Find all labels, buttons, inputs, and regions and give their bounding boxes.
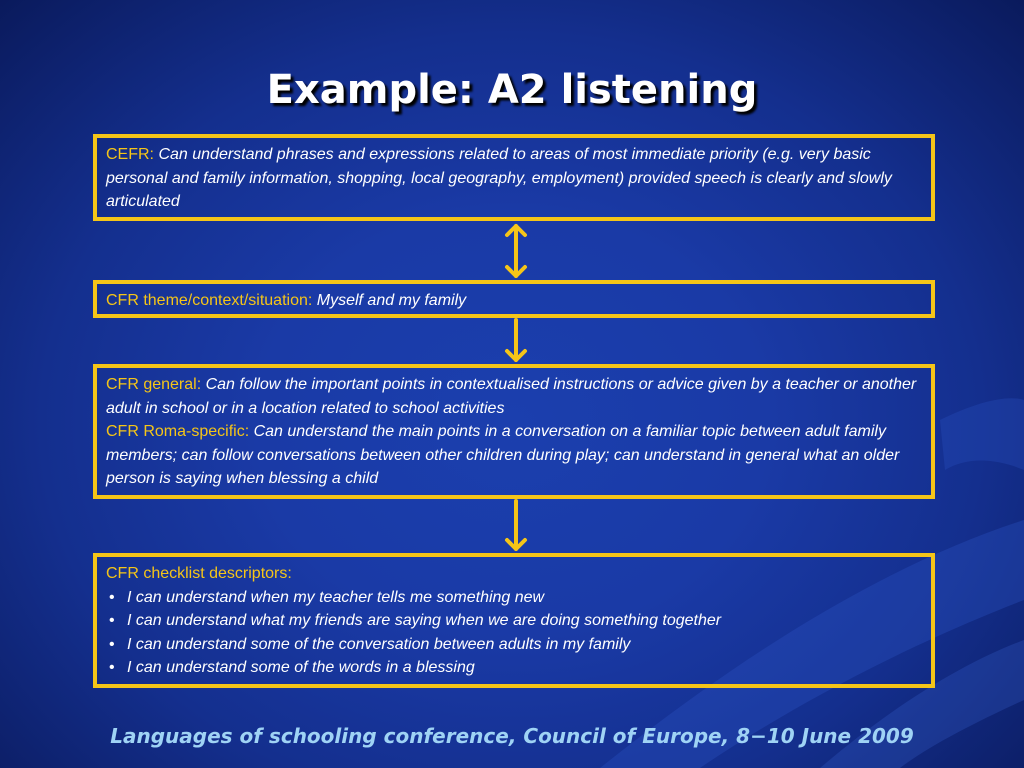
- bullet-icon: •: [109, 635, 115, 653]
- list-item: [106, 633, 921, 657]
- bullet-icon: •: [109, 588, 115, 606]
- general-label: CFR general:: [106, 376, 202, 393]
- list-item-text: I can understand some of the words in a blessing: [127, 659, 475, 676]
- general-text: Can follow the important points in contextualised instructions or advice given by a teacher or another adult in school or in a location related to school activities: [106, 376, 917, 417]
- cefr-box: [93, 134, 935, 221]
- slide-footer: Languages of schooling conference, Council of Europe, 8−10 June 2009: [110, 724, 914, 748]
- roma-paragraph: [106, 420, 921, 491]
- bullet-icon: •: [109, 659, 115, 676]
- cefr-label: CEFR:: [106, 146, 154, 163]
- checklist-box: [93, 553, 935, 688]
- theme-text: Myself and my family: [312, 292, 467, 309]
- general-box: [93, 364, 935, 499]
- list-item-text: I can understand what my friends are saying when we are doing something together: [127, 612, 722, 629]
- roma-label: CFR Roma-specific:: [106, 423, 250, 440]
- checklist-list: [106, 586, 921, 680]
- list-item: [106, 609, 921, 633]
- list-item-text: I can understand when my teacher tells me something new: [127, 588, 545, 606]
- list-item: [106, 656, 921, 680]
- list-item: [106, 586, 921, 610]
- checklist-label: CFR checklist descriptors:: [106, 565, 292, 582]
- bullet-icon: •: [109, 612, 115, 629]
- down-arrow-icon: [503, 318, 529, 364]
- slide-title: Example: A2 listening: [266, 67, 758, 113]
- cefr-text: Can understand phrases and expressions related to areas of most immediate priority (e.g. very basic personal and family information, shopping, local geography, employment) provided speech is clearly and slowly articulated: [106, 146, 892, 210]
- double-headed-arrow-icon: [503, 222, 529, 280]
- theme-label: CFR theme/context/situation:: [106, 292, 313, 309]
- roma-text: Can understand the main points in a conversation on a familiar topic between adult family members; can follow conversations between other children during play; can understand in general what an older person is saying when blessing a child: [106, 423, 900, 487]
- list-item-text: I can understand some of the conversation between adults in my family: [127, 635, 631, 653]
- general-paragraph: [106, 373, 921, 420]
- down-arrow-icon: [503, 499, 529, 553]
- theme-box: [93, 280, 935, 318]
